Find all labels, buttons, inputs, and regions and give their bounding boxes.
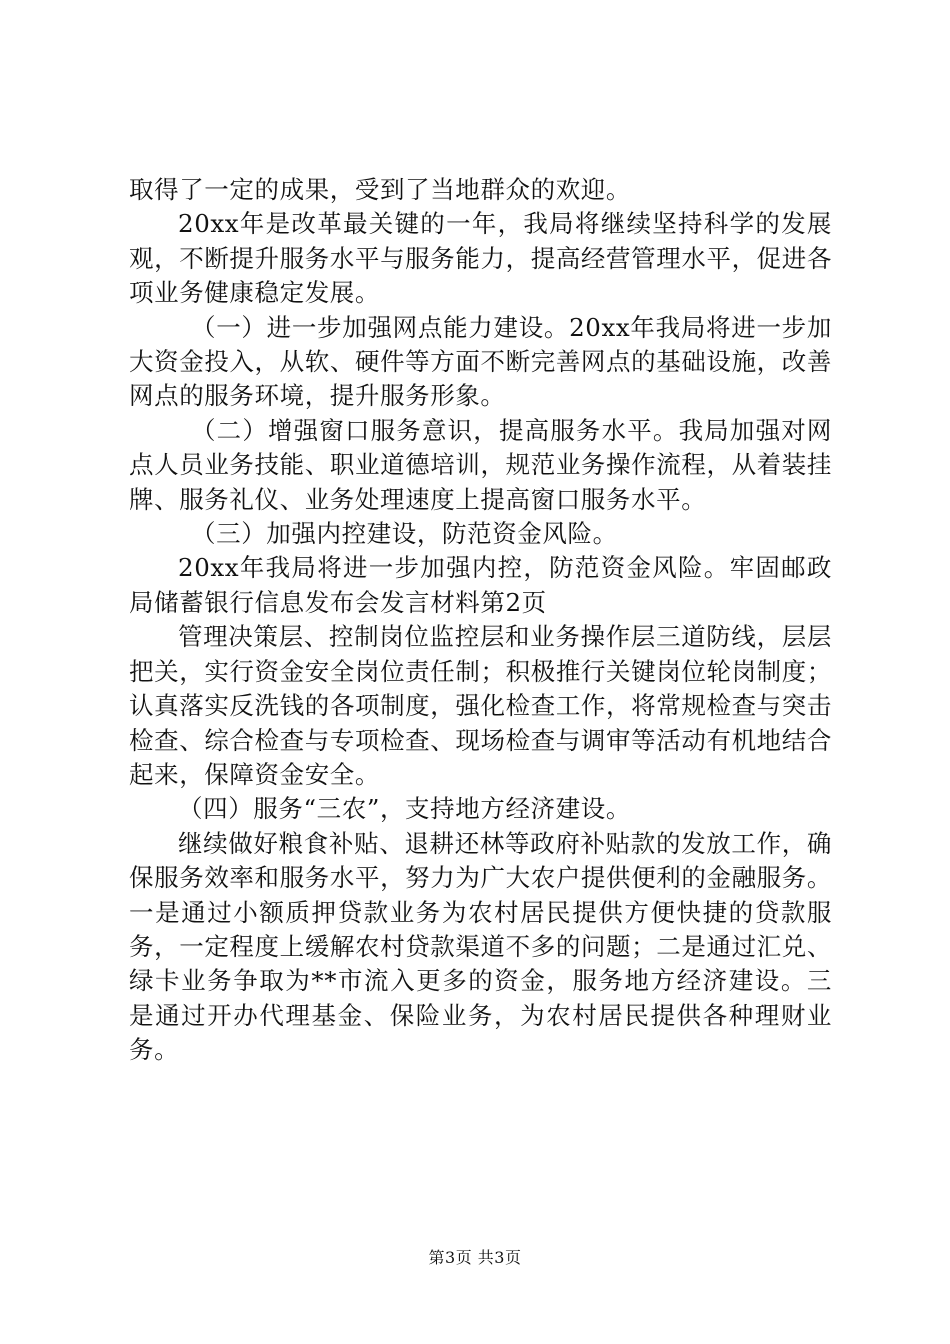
paragraph-item-2: （二）增强窗口服务意识，提高服务水平。我局加强对网点人员业务技能、职业道德培训，规范业务操作流程，从着装挂牌、服务礼仪、业务处理速度上提高窗口服务水平。 bbox=[129, 415, 832, 514]
paragraph-item-1: （一）进一步加强网点能力建设。20xx年我局将进一步加大资金投入，从软、硬件等方面不断完善网点的基础设施，改善网点的服务环境，提升服务形象。 bbox=[129, 312, 832, 411]
paragraph-item-4-body: 继续做好粮食补贴、退耕还林等政府补贴款的发放工作，确保服务效率和服务水平，努力为广大农户提供便利的金融服务。一是通过小额质押贷款业务为农村居民提供方便快捷的贷款服务，一定程度上缓解农村贷款渠道不多的问题；二是通过汇兑、绿卡业务争取为**市流入更多的资金，服务地方经济建设。三是通过开办代理基金、保险业务，为农村居民提供各种理财业务。 bbox=[129, 828, 832, 1065]
paragraph-item-4-heading: （四）服务“三农”，支持地方经济建设。 bbox=[178, 794, 631, 824]
paragraph-overview: 20xx年是改革最关键的一年，我局将继续坚持科学的发展观，不断提升服务水平与服务能力，提高经营管理水平，促进各项业务健康稳定发展。 bbox=[129, 209, 832, 308]
paragraph-intro: 取得了一定的成果，受到了当地群众的欢迎。 bbox=[129, 175, 631, 204]
page-footer: 第3页 共3页 bbox=[428, 1248, 522, 1267]
paragraph-item-3-continued: 管理决策层、控制岗位监控层和业务操作层三道防线，层层把关，实行资金安全岗位责任制；积极推行关键岗位轮岗制度；认真落实反洗钱的各项制度，强化检查工作，将常规检查与突击检查、综合检查与专项检查、现场检查与调审等活动有机地结合起来，保障资金安全。 bbox=[129, 622, 832, 789]
document-body bbox=[129, 173, 832, 1068]
paragraph-item-3-heading: （三）加强内控建设，防范资金风险。 bbox=[191, 519, 618, 549]
paragraph-item-3-body: 20xx年我局将进一步加强内控，防范资金风险。牢固邮政局储蓄银行信息发布会发言材料第2页 bbox=[129, 553, 832, 617]
